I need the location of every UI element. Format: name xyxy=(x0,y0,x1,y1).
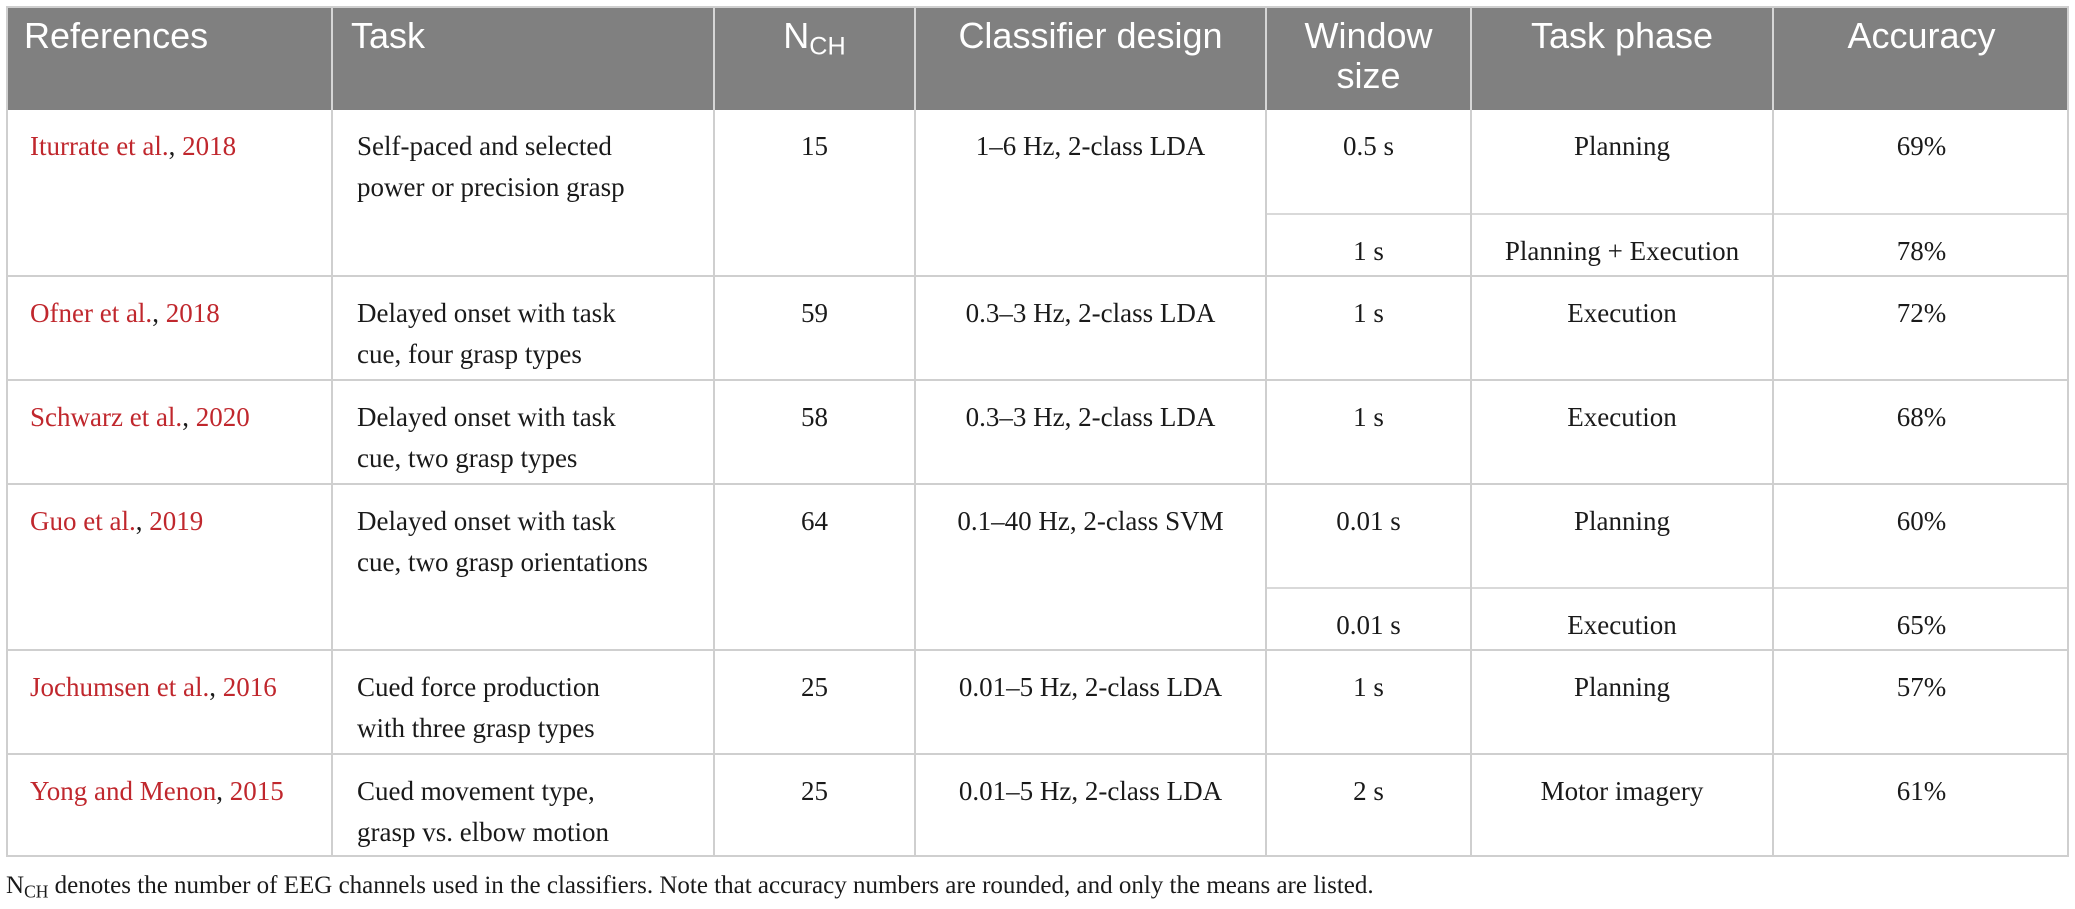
reference-author-link[interactable]: Yong and Menon xyxy=(30,776,217,806)
header-references: References xyxy=(6,6,332,110)
classifier-cell: 0.1–40 Hz, 2-class SVM xyxy=(915,484,1266,588)
nch-cell: 25 xyxy=(714,754,915,857)
empty-cell xyxy=(915,214,1266,276)
empty-cell xyxy=(332,588,714,650)
reference-author-link[interactable]: Ofner et al. xyxy=(30,298,153,328)
accuracy-cell: 72% xyxy=(1773,276,2069,380)
empty-cell xyxy=(714,588,915,650)
task-phase-cell: Planning + Execution xyxy=(1471,214,1773,276)
header-window-size: Window size xyxy=(1266,6,1471,110)
window-size-cell: 0.01 s xyxy=(1266,484,1471,588)
reference-cell[interactable]: Schwarz et al., 2020 xyxy=(6,380,332,484)
reference-year-link[interactable]: 2016 xyxy=(222,672,277,702)
reference-year-link[interactable]: 2020 xyxy=(195,402,250,432)
task-phase-cell: Planning xyxy=(1471,110,1773,214)
task-cell: Cued force production with three grasp types xyxy=(332,650,714,754)
reference-year-link[interactable]: 2018 xyxy=(165,298,220,328)
window-size-cell: 1 s xyxy=(1266,650,1471,754)
task-phase-cell: Execution xyxy=(1471,380,1773,484)
task-cell: Delayed onset with task cue, four grasp types xyxy=(332,276,714,380)
accuracy-cell: 61% xyxy=(1773,754,2069,857)
header-nch: $N_{CH}$ xyxy=(714,6,915,110)
reference-cell[interactable]: Yong and Menon, 2015 xyxy=(30,776,284,806)
table-header xyxy=(6,6,2069,110)
reference-cell[interactable]: Ofner et al., 2018 xyxy=(6,276,332,380)
accuracy-cell: 78% xyxy=(1773,214,2069,276)
table-footnote: $N_{CH}$ denotes the number of EEG channels used in the classifiers. Note that accuracy numbers are rounded, and only the means are listed. xyxy=(6,872,1374,902)
reference-author-link[interactable]: Guo et al. xyxy=(30,506,136,536)
task-phase-cell: Planning xyxy=(1471,650,1773,754)
window-size-cell: 2 s xyxy=(1266,754,1471,857)
table-row xyxy=(6,588,2069,650)
reference-cell[interactable]: Iturrate et al., 2018 xyxy=(30,131,237,161)
nch-cell: 58 xyxy=(714,380,915,484)
nch-cell: 64 xyxy=(714,484,915,588)
classifier-cell: 0.3–3 Hz, 2-class LDA xyxy=(915,380,1266,484)
classifier-cell: 0.01–5 Hz, 2-class LDA xyxy=(915,650,1266,754)
accuracy-cell: 65% xyxy=(1773,588,2069,650)
task-cell: Delayed onset with task cue, two grasp types xyxy=(332,380,714,484)
nch-cell: 15 xyxy=(714,110,915,214)
task-phase-cell: Motor imagery xyxy=(1471,754,1773,857)
reference-author-link[interactable]: Iturrate et al. xyxy=(30,131,169,161)
reference-year-link[interactable]: 2019 xyxy=(149,506,204,536)
task-cell: Self-paced and selected power or precision grasp xyxy=(332,110,714,214)
window-size-cell: 0.01 s xyxy=(1266,588,1471,650)
table-row xyxy=(6,380,2069,484)
task-phase-cell: Planning xyxy=(1471,484,1773,588)
empty-cell xyxy=(915,588,1266,650)
window-size-cell: 0.5 s xyxy=(1266,110,1471,214)
table-row xyxy=(6,110,2069,214)
window-size-cell: 1 s xyxy=(1266,214,1471,276)
task-cell: Cued movement type, grasp vs. elbow motion xyxy=(332,754,714,857)
empty-cell xyxy=(6,214,332,276)
header-task-phase: Task phase xyxy=(1471,6,1773,110)
classifier-cell: 0.3–3 Hz, 2-class LDA xyxy=(915,276,1266,380)
table-row xyxy=(6,276,2069,380)
reference-year-link[interactable]: 2015 xyxy=(229,776,284,806)
nch-cell: 25 xyxy=(714,650,915,754)
empty-cell xyxy=(6,588,332,650)
header-task: Task xyxy=(332,6,714,110)
classifier-cell: 0.01–5 Hz, 2-class LDA xyxy=(915,754,1266,857)
table-row xyxy=(6,754,2069,857)
accuracy-cell: 69% xyxy=(1773,110,2069,214)
reference-cell[interactable]: Jochumsen et al., 2016 xyxy=(6,650,332,754)
task-phase-cell: Execution xyxy=(1471,276,1773,380)
nch-cell: 59 xyxy=(714,276,915,380)
reference-author-link[interactable]: Schwarz et al. xyxy=(30,402,183,432)
empty-cell xyxy=(332,214,714,276)
reference-year-link[interactable]: 2018 xyxy=(182,131,237,161)
table-row xyxy=(6,484,2069,588)
table-row xyxy=(6,650,2069,754)
classifier-cell: 1–6 Hz, 2-class LDA xyxy=(915,110,1266,214)
table-row xyxy=(6,214,2069,276)
reference-cell[interactable]: Guo et al., 2019 xyxy=(30,506,204,536)
reference-author-link[interactable]: Jochumsen et al. xyxy=(30,672,210,702)
header-classifier-design: Classifier design xyxy=(915,6,1266,110)
task-cell: Delayed onset with task cue, two grasp orientations xyxy=(332,484,714,588)
empty-cell xyxy=(714,214,915,276)
accuracy-cell: 57% xyxy=(1773,650,2069,754)
window-size-cell: 1 s xyxy=(1266,276,1471,380)
task-phase-cell: Execution xyxy=(1471,588,1773,650)
header-accuracy: Accuracy xyxy=(1773,6,2069,110)
window-size-cell: 1 s xyxy=(1266,380,1471,484)
results-table xyxy=(6,6,2069,857)
accuracy-cell: 68% xyxy=(1773,380,2069,484)
accuracy-cell: 60% xyxy=(1773,484,2069,588)
